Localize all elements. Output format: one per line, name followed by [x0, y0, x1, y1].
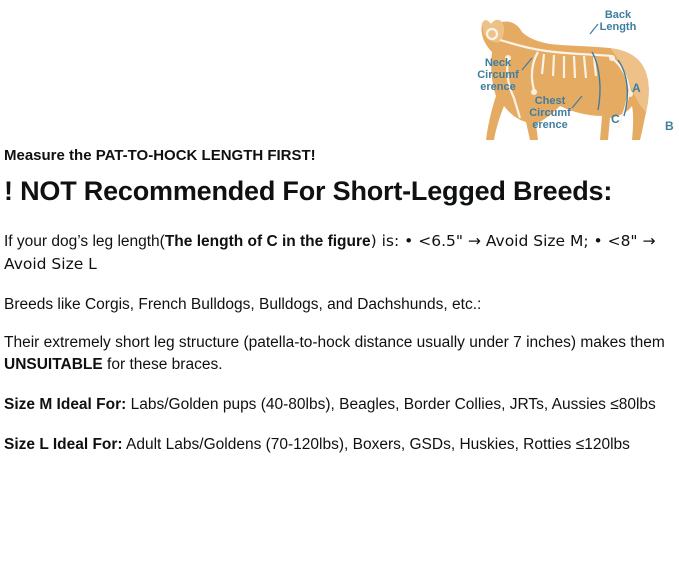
label-chest-line2: Circumf [529, 107, 571, 119]
dog-measurement-figure [422, 0, 679, 149]
page-title: ! NOT Recommended For Short-Legged Breeds: [4, 175, 613, 206]
marker-a: A [632, 81, 641, 95]
leg-structure-part2: for these braces. [102, 356, 223, 374]
leg-structure-bold: UNSUITABLE [4, 356, 103, 374]
size-m-label: Size M Ideal For: [4, 396, 127, 414]
leg-length-part2: ) is: • <6.5" → Avoid Size M; • <8" → Avoid Size L [4, 232, 656, 274]
label-neck-line2: Circumf [477, 69, 519, 81]
size-l-recommendation [4, 434, 669, 456]
label-chest-line3: erence [532, 119, 568, 131]
leg-length-part1: If your dog’s leg length( [4, 233, 165, 251]
size-l-text: Adult Labs/Goldens (70-120lbs), Boxers, GSDs, Huskies, Rotties ≤120lbs [122, 436, 630, 454]
size-m-text: Labs/Golden pups (40-80lbs), Beagles, Border Collies, JRTs, Aussies ≤80lbs [126, 396, 656, 414]
marker-b: B [665, 119, 674, 133]
leg-length-rule [4, 230, 669, 276]
label-neck-line3: erence [480, 81, 516, 93]
lead-instruction: Measure the PAT-TO-HOCK LENGTH FIRST! [4, 147, 316, 164]
size-l-label: Size L Ideal For: [4, 436, 123, 454]
size-m-recommendation [4, 394, 669, 416]
marker-c: C [611, 112, 620, 126]
leg-structure-part1: Their extremely short leg structure (patella-to-hock distance usually under 7 inches) makes them [4, 334, 665, 352]
label-back-length-line1: Back [604, 9, 632, 21]
leg-structure-note [4, 332, 669, 376]
description-text-block [4, 146, 669, 474]
leg-length-bold: The length of C in the figure [164, 233, 371, 251]
breeds-list-line: Breeds like Corgis, French Bulldogs, Bulldogs, and Dachshunds, etc.: [4, 296, 482, 314]
label-chest-line1: Chest [534, 95, 566, 107]
label-back-length-line2: Length [599, 21, 637, 33]
label-neck-line1: Neck [484, 57, 512, 69]
